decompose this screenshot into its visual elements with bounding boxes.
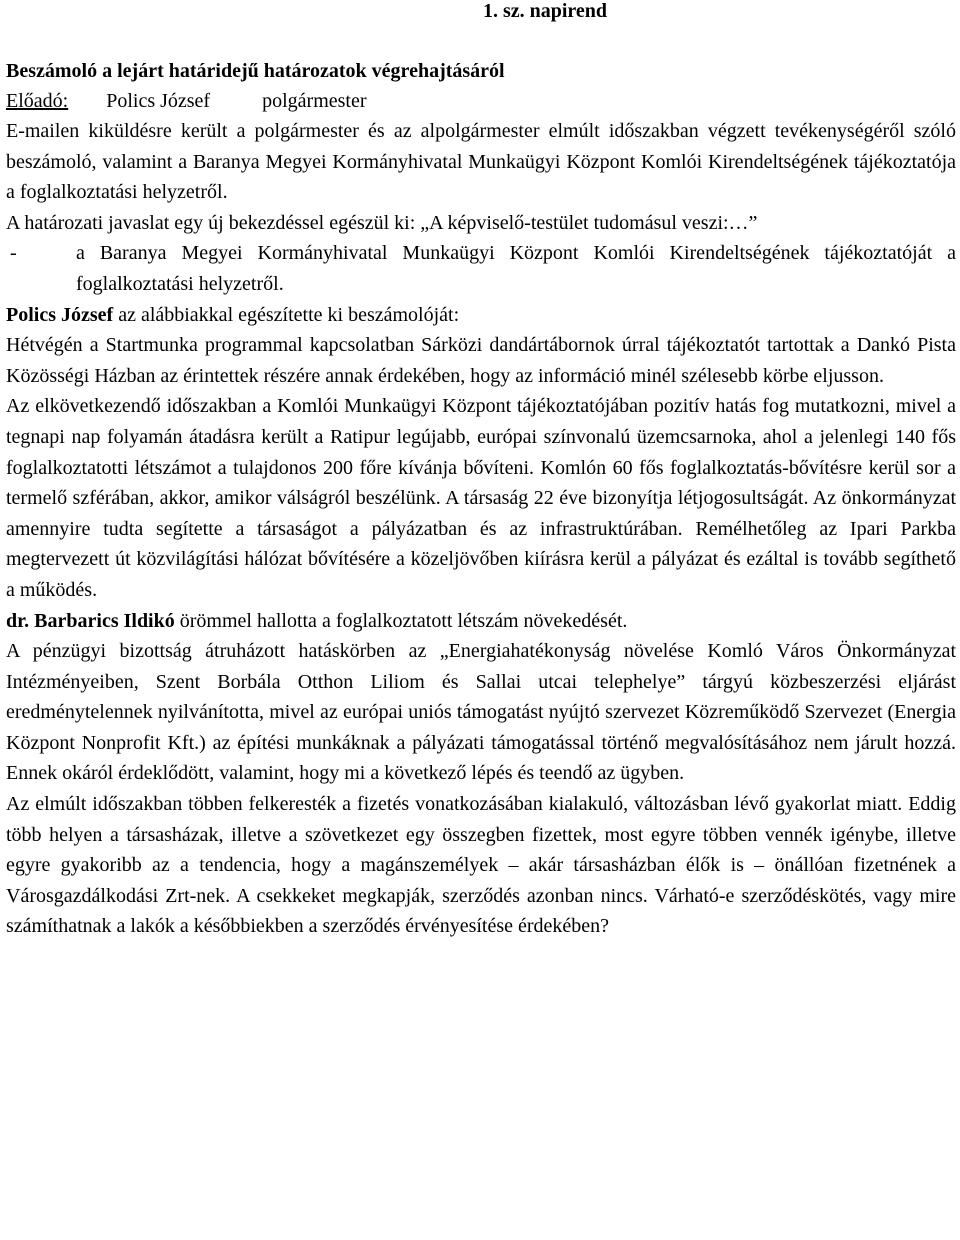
speaker1-paragraph-2: Az elkövetkezendő időszakban a Komlói Munkaügyi Központ tájékoztatójában pozitív hatás fog mutatkozni, mivel a tegnapi nap folyamán átadásra került a Ratipur legújabb, európai színvonalú üzemcsarnoka, ahol a jelenlegi 140 fős foglalkoztatotti létszámot a tulajdonos 200 főre kívánja bővíteni. Komlón 60 fős foglalkoztatás-bővítésre kerül sor a termelő szférában, akkor, amikor válságról beszélünk. A társaság 22 éve bizonyítja létjogosultságát. Az önkormányzat amennyire tudta segítette a társaságot a pályázatban és az infrastruktúrában. Remélhetőleg az Ipari Parkba megtervezett út közvilágítási hálózat bővítésére a közeljövőben kiírásra kerül a pályázat és ezáltal is tovább segíthető a működés. (6, 395, 956, 601)
bullet-dash: - (10, 242, 17, 265)
presenter-label: Előadó: (6, 90, 69, 112)
speaker2-paragraph-2: Az elmúlt időszakban többen felkeresték a fizetés vonatkozásában kialakuló, változásban lévő gyakorlat miatt. Eddig több helyen a társasházak, illetve a szövetkezet egy összegben fizettek, most egyre többen vennék igénybe, illetve egyre gyakoribb az a tendencia, hogy a magánszemélyek – akár társasházban élők is – önállóan fizetnének a Városgazdálkodási Zrt-nek. A csekkeket megkapják, szerződés azonban nincs. Várható-e szerződéskötés, vagy mire számíthatnak a lakók a későbbiekben a szerződés érvényesítése érdekében? (6, 793, 956, 938)
speaker2-intro-line (6, 606, 956, 637)
speaker1-paragraph-1: Hétvégén a Startmunka programmal kapcsolatban Sárközi dandártábornok úrral tájékoztatót tartottak a Dankó Pista Közösségi Házban az érintettek részére annak érdekében, hogy az információ minél szélesebb körbe eljusson. (6, 334, 956, 387)
speaker1-intro-line (6, 300, 956, 331)
speaker2-name: dr. Barbarics Ildikó (6, 609, 175, 632)
speaker1-name: Polics József (6, 303, 114, 326)
speaker2-intro: örömmel hallotta a foglalkoztatott létszám növekedését. (174, 609, 628, 632)
intro-paragraph: E-mailen kiküldésre került a polgármester és az alpolgármester elmúlt időszakban végzett tevékenységéről szóló beszámoló, valamint a Baranya Megyei Kormányhivatal Munkaügyi Központ Komlói Kirendeltségének tájékoztatója a foglalkoztatási helyzetről. (6, 120, 956, 204)
title-block (6, 56, 956, 116)
proposal-paragraph: A határozati javaslat egy új bekezdéssel egészül ki: „A képviselő-testület tudomásul veszi:…” (6, 211, 758, 234)
presenter-line (6, 86, 956, 116)
bullet-text: a Baranya Megyei Kormányhivatal Munkaügyi Központ Komlói Kirendeltségének tájékoztatóját a foglalkoztatási helyzetről. (76, 242, 956, 295)
presenter-name: Polics József (106, 90, 211, 112)
document-title: Beszámoló a lejárt határidejű határozatok végrehajtásáról (6, 60, 505, 82)
speaker2-paragraph-1: A pénzügyi bizottság átruházott hatáskörben az „Energiahatékonyság növelése Komló Város Önkormányzat Intézményeiben, Szent Borbála Otthon Liliom és Sallai utcai telephelye” tárgyú közbeszerzési eljárást eredménytelennek nyilvánította, mivel az európai uniós támogatást nyújtó szervezet Közreműködő Szervezet (Energia Központ Nonprofit Kft.) az építési munkáknak a pályázati támogatással történő megvalósításához nem járult hozzá. Ennek okáról érdeklődött, valamint, hogy mi a következő lépés és teendő az ügyben. (6, 640, 956, 785)
presenter-role: polgármester (262, 90, 367, 112)
proposal-bullet (6, 238, 956, 299)
speaker1-intro: az alábbiakkal egészítette ki beszámolóját: (113, 303, 460, 326)
agenda-number: 1. sz. napirend (482, 0, 608, 22)
